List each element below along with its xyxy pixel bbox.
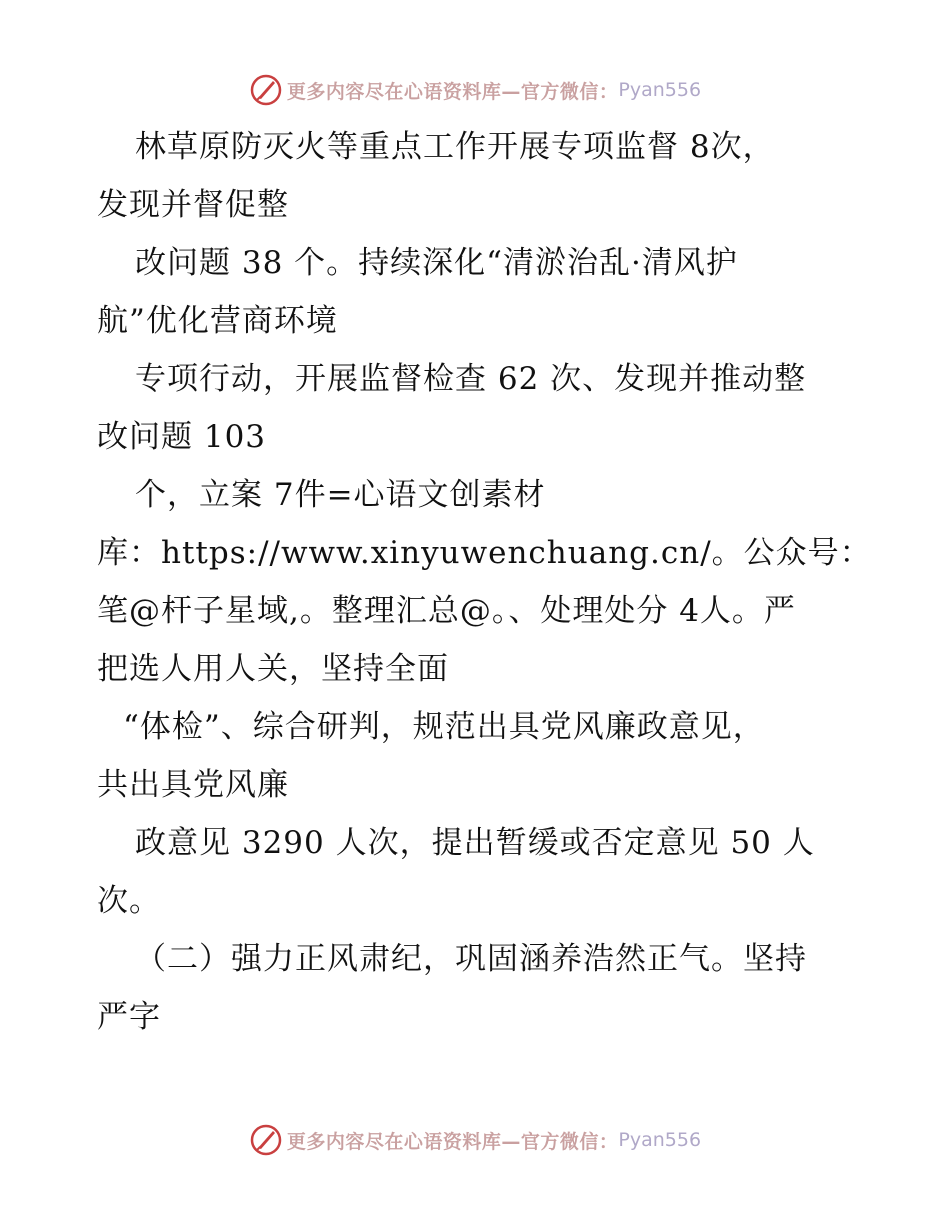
body-line: 航”优化营商环境	[97, 303, 338, 339]
body-line: 次。	[97, 883, 161, 919]
document-body	[97, 118, 872, 1046]
body-line: 严字	[97, 999, 161, 1035]
footer-contact: Pyan556	[618, 1129, 702, 1151]
header-banner	[0, 70, 950, 110]
body-line: 发现并督促整	[97, 187, 289, 223]
body-line: 共出具党风廉	[97, 767, 289, 803]
footer-banner-text: 更多内容尽在心语资料库—官方微信：	[286, 1130, 619, 1153]
body-line: 个，立案 7件=心语文创素材	[135, 477, 546, 513]
body-line: 专项行动，开展监督检查 62 次、发现并推动整	[135, 361, 807, 397]
body-line: 库：https://www.xinyuwenchuang.cn/。公众号：	[97, 535, 872, 571]
body-line: 把选人用人关，坚持全面	[97, 651, 449, 687]
feather-pen-seal-icon	[249, 73, 283, 107]
header-contact: Pyan556	[618, 79, 702, 101]
footer-banner	[0, 1120, 950, 1160]
body-line: 政意见 3290 人次，提出暂缓或否定意见 50 人	[135, 825, 815, 861]
body-line: 改问题 103	[97, 419, 267, 455]
body-line: “体检”、综合研判，规范出具党风廉政意见，	[123, 709, 765, 745]
body-line: 笔@杆子星域,。整理汇总@。、处理处分 4人。严	[97, 593, 796, 629]
header-banner-text: 更多内容尽在心语资料库—官方微信：	[286, 80, 619, 103]
feather-pen-seal-icon	[249, 1123, 283, 1157]
body-line: 林草原防灭火等重点工作开展专项监督 8次，	[135, 129, 775, 165]
body-line: （二）强力正风肃纪，巩固涵养浩然正气。坚持	[135, 941, 807, 977]
body-line: 改问题 38 个。持续深化“清淤治乱·清风护	[135, 245, 738, 281]
